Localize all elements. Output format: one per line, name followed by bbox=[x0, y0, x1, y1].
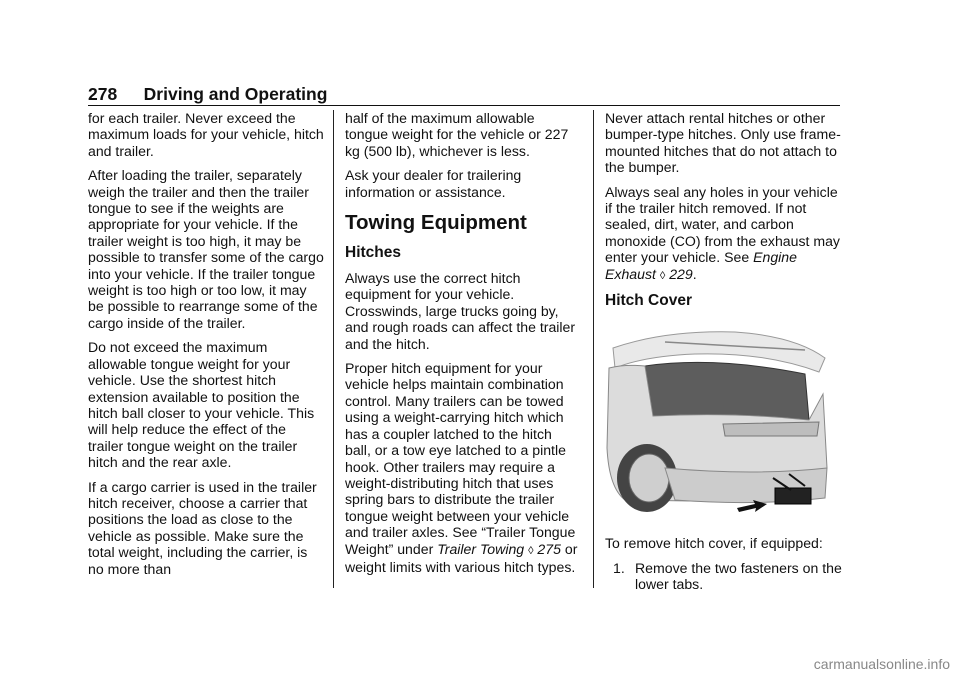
list-item bbox=[605, 560, 843, 593]
xref-link-engine-exhaust[interactable]: Engine Exhaust bbox=[605, 249, 797, 282]
step-text: Remove the two fasteners on the lower tabs. bbox=[635, 559, 842, 593]
paragraph bbox=[605, 184, 843, 284]
column-divider bbox=[593, 110, 594, 588]
steps-list bbox=[605, 560, 843, 593]
paragraph: Never attach rental hitches or other bumper-type hitches. Only use frame-mounted hitches that do not attach to the bumper. bbox=[605, 110, 841, 176]
paragraph: If a cargo carrier is used in the trailer hitch receiver, choose a carrier that positions the load as close to the vehicle as possible. Make sure the total weight, including the carrier, is no more than bbox=[88, 478, 317, 577]
paragraph-text: Always seal any holes in your vehicle if the trailer hitch removed. If not sealed, dirt, water, and carbon monoxide (CO) from the exhaust may enter your vehicle. See bbox=[605, 183, 840, 266]
paragraph-text: Proper hitch equipment for your vehicle helps maintain combination control. Many trailers can be towed using a weight-carrying hitch which has a coupler latched to the hitch ball, or a tow eye latched to a pintle hook. Other trailers may require a weight-distributing hitch that uses spring bars to distribute the trailer tongue weight between your vehicle and trailer axles. See “Trailer Tongue Weight” under bbox=[345, 360, 576, 557]
section-title: Driving and Operating bbox=[143, 84, 328, 104]
paragraph: Always use the correct hitch equipment for your vehicle. Crosswinds, large trucks going by, and rough roads can affect the trailer and the hitch. bbox=[345, 270, 576, 352]
paragraph: To remove hitch cover, if equipped: bbox=[605, 535, 823, 552]
paragraph: After loading the trailer, separately weigh the trailer and then the trailer tongue to see if the weights are appropriate for your vehicle. If the trailer weight is too high, it may be possible to transfer some of the cargo into your vehicle. If the trailer tongue weight is too high or too low, it may be possible to rearrange some of the cargo inside of the trailer. bbox=[88, 167, 324, 331]
hitch-cover-illustration bbox=[605, 328, 829, 518]
page-number: 278 bbox=[88, 84, 118, 104]
paragraph: half of the maximum allowable tongue weight for the vehicle or 227 kg (500 lb), whichever is less. bbox=[345, 110, 569, 159]
xref-arrow-icon: ◊ bbox=[528, 544, 534, 557]
xref-page[interactable]: 229 bbox=[669, 265, 693, 282]
step-number: 1. bbox=[613, 559, 625, 576]
heading-towing-equipment: Towing Equipment bbox=[345, 211, 527, 235]
xref-page[interactable]: 275 bbox=[537, 540, 561, 557]
column-2 bbox=[345, 110, 581, 583]
xref-arrow-icon: ◊ bbox=[659, 269, 666, 282]
header-rule bbox=[88, 105, 840, 106]
xref-link-trailer-towing[interactable]: Trailer Towing bbox=[437, 540, 525, 557]
column-3 bbox=[605, 110, 843, 593]
page-header bbox=[88, 84, 840, 105]
paragraph: Ask your dealer for trailering information or assistance. bbox=[345, 167, 522, 200]
paragraph: for each trailer. Never exceed the maximum loads for your vehicle, hitch and trailer. bbox=[88, 110, 324, 159]
paragraph bbox=[345, 360, 581, 575]
heading-hitches: Hitches bbox=[345, 244, 401, 262]
paragraph: Do not exceed the maximum allowable tongue weight for your vehicle. Use the shortest hitch extension available to position the hitch ball closer to your vehicle. This will help reduce the effect of the trailer tongue weight on the trailer hitch and the rear axle. bbox=[88, 339, 315, 471]
column-divider bbox=[333, 110, 334, 588]
watermark: carmanualsonline.info bbox=[813, 656, 950, 672]
paragraph-tail: . bbox=[692, 265, 697, 282]
paragraph-tail: or weight limits with various hitch types. bbox=[345, 540, 578, 575]
column-1 bbox=[88, 110, 324, 585]
heading-hitch-cover: Hitch Cover bbox=[605, 292, 692, 310]
